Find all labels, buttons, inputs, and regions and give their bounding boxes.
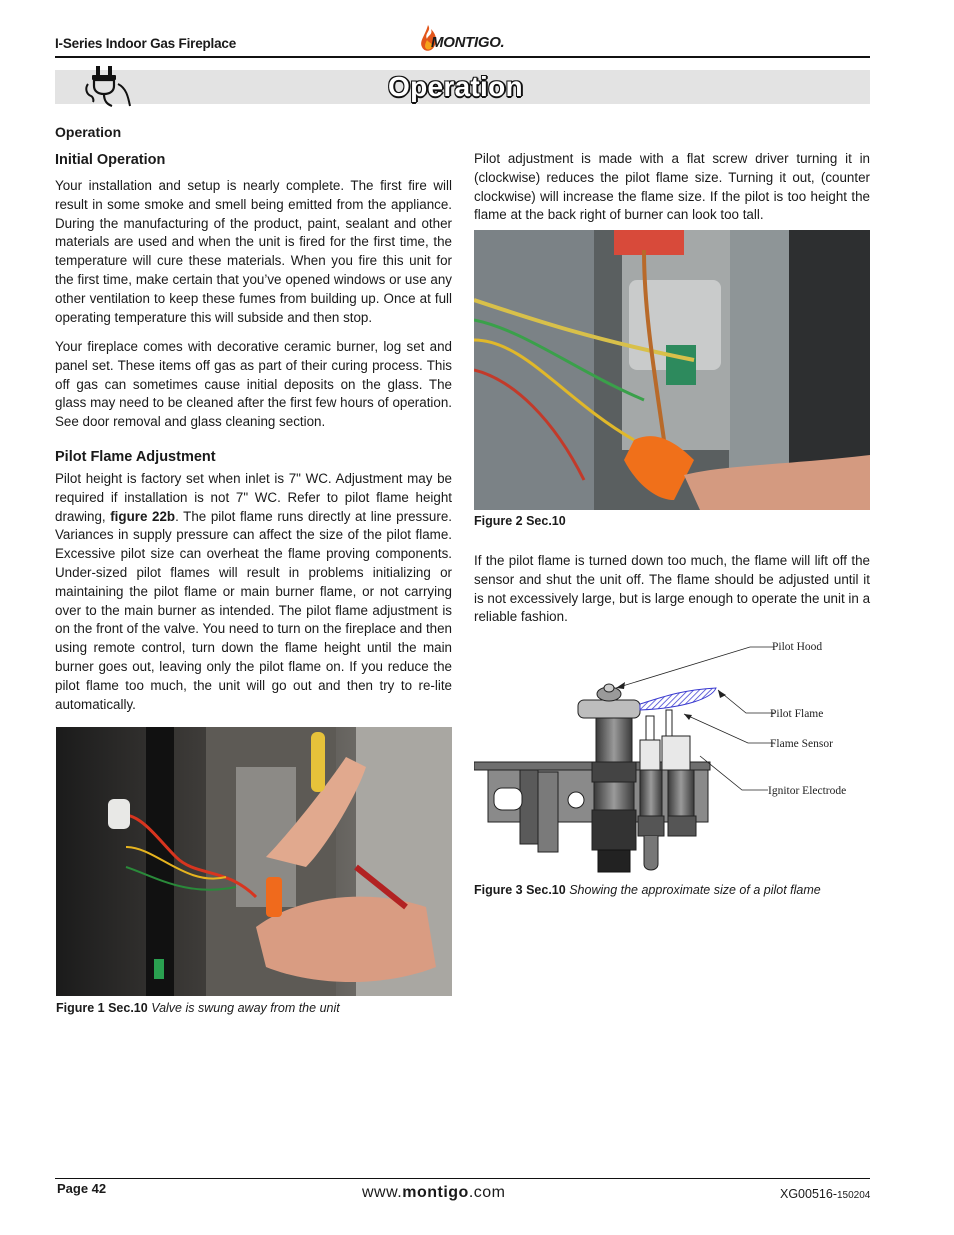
figure-2-caption: Figure 2 Sec.10 xyxy=(474,514,566,528)
label-pilot-flame: Pilot Flame xyxy=(770,708,824,720)
page-number: Page 42 xyxy=(57,1181,107,1196)
label-ignitor-electrode: Ignitor Electrode xyxy=(768,785,847,797)
pilot-assembly-diagram xyxy=(474,632,870,880)
pilot-flame-paragraph: Pilot height is factory set when inlet is 7" WC. Adjustment may be required if installation is not 7" WC. Refer to pilot flame height drawing, figure 22b. The pilot flame runs directly at line pressure. Variances in supply pressure can affect the size of the pilot flame. Excessive pilot size can overheat the flame proving components. Under-sized pilot flames will result in problems initializing or maintaining the pilot flame or main burner flame, or not carrying over to the main burner as intended. The pilot flame adjustment is on the front of the valve. You need to turn on the fireplace and then using remote control, turn down the flame height until the main burner goes out, leaving only the pilot flame on. If you reduce the pilot flame too much, the unit will go out and then try to re-lite automatically. xyxy=(55,471,452,712)
banner-title: Operation xyxy=(388,71,523,102)
figure-1-caption: Figure 1 Sec.10 Valve is swung away from the unit xyxy=(56,1001,340,1015)
website-url: www.montigo.com xyxy=(362,1184,506,1201)
plug-icon xyxy=(84,64,134,110)
initial-operation-heading: Initial Operation xyxy=(55,152,166,168)
label-flame-sensor: Flame Sensor xyxy=(770,738,833,750)
pilot-flame-heading: Pilot Flame Adjustment xyxy=(55,449,216,465)
label-pilot-hood: Pilot Hood xyxy=(772,641,823,653)
initial-operation-paragraph-1: Your installation and setup is nearly complete. The first fire will result in some smoke and smell being emitted from the appliance. During the manufacturing of the product, paint, sealant and other materials are used and when the unit is fired for the first time, the temperature will cure these materials. When you fire this unit for the first time, make certain that you’ve opened windows or use any other ventilation to keep these fumes from building up. Once at full operating temperature this will subside and then stop. xyxy=(55,178,452,325)
pilot-adjustment-paragraph: Pilot adjustment is made with a flat screw driver turning it in (clockwise) reduces the pilot flame size. Turning it out, (counter clockwise) will increase the flame size. If the pilot is too height the flame at the back right of burner can look too tall. xyxy=(474,151,870,223)
footer-rule xyxy=(55,1178,870,1179)
header-rule xyxy=(55,56,870,58)
flame-turned-down-paragraph: If the pilot flame is turned down too much, the flame will lift off the sensor and shut the unit off. The flame should be adjusted until it is not excessively large, but is large enough to operate the unit in a reliable fashion. xyxy=(474,553,871,625)
initial-operation-paragraph-2: Your fireplace comes with decorative ceramic burner, log set and panel set. These items off gas as part of their curing process. This off gas can sometimes cause initial deposits on the glass. The glass may need to be cleaned after the first few hours of operation. See door removal and glass cleaning section. xyxy=(55,339,452,430)
figure-3-caption: Figure 3 Sec.10 Showing the approximate size of a pilot flame xyxy=(474,883,821,897)
document-code: XG00516-150204 xyxy=(780,1187,871,1201)
figure-1-photo xyxy=(56,727,452,996)
brand-name: MONTIGO. xyxy=(431,34,505,51)
document-title: I-Series Indoor Gas Fireplace xyxy=(55,36,237,51)
figure-reference: figure 22b xyxy=(110,508,176,524)
figure-2-photo xyxy=(474,230,870,510)
section-label: Operation xyxy=(55,124,122,140)
brand-logo xyxy=(418,24,518,56)
